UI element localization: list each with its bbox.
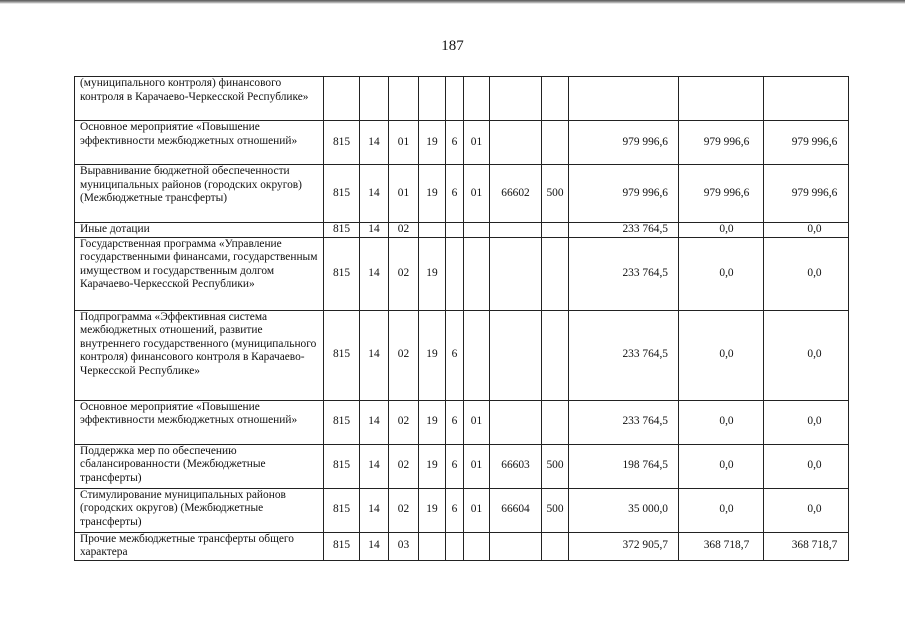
table-row xyxy=(75,237,849,310)
cell-vr xyxy=(542,121,569,165)
cell-pr: 02 xyxy=(389,400,419,444)
scan-edge xyxy=(0,0,905,4)
table-row xyxy=(75,532,849,560)
row-name: Государственная программа «Управление государственными финансами, государственным имуществом и государственным долгом Карачаево-Черкесской Республики» xyxy=(75,237,324,310)
cell-ev: 01 xyxy=(464,444,490,488)
cell-ved: 815 xyxy=(324,121,360,165)
cell-sum-1: 233 764,5 xyxy=(569,223,679,238)
cell-dir: 66604 xyxy=(490,488,542,532)
cell-sub: 6 xyxy=(446,121,464,165)
cell-ev xyxy=(464,223,490,238)
cell-dir xyxy=(490,237,542,310)
cell-pr xyxy=(389,77,419,121)
table-row xyxy=(75,223,849,238)
row-name: (муниципального контроля) финансового контроля в Карачаево-Черкесской Республике» xyxy=(75,77,324,121)
row-name: Основное мероприятие «Повышение эффективности межбюджетных отношений» xyxy=(75,400,324,444)
table-row xyxy=(75,444,849,488)
cell-rz: 14 xyxy=(360,532,389,560)
cell-sub: 6 xyxy=(446,444,464,488)
cell-ved: 815 xyxy=(324,223,360,238)
cell-sum-1: 198 764,5 xyxy=(569,444,679,488)
cell-dir xyxy=(490,77,542,121)
cell-rz: 14 xyxy=(360,223,389,238)
cell-pr: 01 xyxy=(389,121,419,165)
cell-sub: 6 xyxy=(446,400,464,444)
cell-sum-3: 0,0 xyxy=(764,488,849,532)
table-row xyxy=(75,488,849,532)
cell-sum-3: 0,0 xyxy=(764,223,849,238)
cell-sub xyxy=(446,77,464,121)
cell-sub xyxy=(446,532,464,560)
cell-ev: 01 xyxy=(464,165,490,223)
cell-vr: 500 xyxy=(542,444,569,488)
cell-sum-3: 0,0 xyxy=(764,444,849,488)
cell-ved: 815 xyxy=(324,310,360,400)
cell-sum-1: 233 764,5 xyxy=(569,237,679,310)
cell-sum-3 xyxy=(764,77,849,121)
cell-sum-3: 0,0 xyxy=(764,310,849,400)
cell-rz: 14 xyxy=(360,121,389,165)
cell-vr xyxy=(542,77,569,121)
cell-ved: 815 xyxy=(324,165,360,223)
cell-ved: 815 xyxy=(324,532,360,560)
row-name: Выравнивание бюджетной обеспеченности муниципальных районов (городских округов) (Межбюджетные трансферты) xyxy=(75,165,324,223)
row-name: Поддержка мер по обеспечению сбалансированности (Межбюджетные трансферты) xyxy=(75,444,324,488)
cell-ev xyxy=(464,310,490,400)
cell-pr: 02 xyxy=(389,488,419,532)
cell-pr: 02 xyxy=(389,310,419,400)
cell-pr: 02 xyxy=(389,237,419,310)
row-name: Иные дотации xyxy=(75,223,324,238)
cell-sub: 6 xyxy=(446,310,464,400)
cell-ved xyxy=(324,77,360,121)
cell-sub xyxy=(446,223,464,238)
cell-sum-2 xyxy=(679,77,764,121)
row-name: Основное мероприятие «Повышение эффективности межбюджетных отношений» xyxy=(75,121,324,165)
cell-vr xyxy=(542,310,569,400)
cell-pr: 03 xyxy=(389,532,419,560)
cell-sub: 6 xyxy=(446,165,464,223)
cell-prog xyxy=(419,223,446,238)
cell-prog: 19 xyxy=(419,121,446,165)
cell-ev xyxy=(464,77,490,121)
table-row xyxy=(75,310,849,400)
cell-sum-2: 0,0 xyxy=(679,488,764,532)
cell-sub xyxy=(446,237,464,310)
cell-sum-2: 0,0 xyxy=(679,223,764,238)
cell-vr: 500 xyxy=(542,165,569,223)
cell-sum-3: 979 996,6 xyxy=(764,165,849,223)
cell-sum-1: 372 905,7 xyxy=(569,532,679,560)
table-row xyxy=(75,121,849,165)
cell-rz: 14 xyxy=(360,488,389,532)
cell-ved: 815 xyxy=(324,400,360,444)
cell-rz: 14 xyxy=(360,444,389,488)
cell-ev xyxy=(464,237,490,310)
cell-ved: 815 xyxy=(324,488,360,532)
cell-ved: 815 xyxy=(324,237,360,310)
cell-sum-1: 979 996,6 xyxy=(569,165,679,223)
cell-sum-1: 233 764,5 xyxy=(569,400,679,444)
cell-prog: 19 xyxy=(419,165,446,223)
cell-dir xyxy=(490,223,542,238)
cell-sum-2: 0,0 xyxy=(679,400,764,444)
cell-ev: 01 xyxy=(464,121,490,165)
cell-sum-1 xyxy=(569,77,679,121)
budget-table xyxy=(74,76,849,561)
cell-dir xyxy=(490,121,542,165)
cell-sum-3: 368 718,7 xyxy=(764,532,849,560)
cell-vr xyxy=(542,532,569,560)
cell-dir: 66602 xyxy=(490,165,542,223)
cell-vr: 500 xyxy=(542,488,569,532)
cell-ev xyxy=(464,532,490,560)
cell-ved: 815 xyxy=(324,444,360,488)
cell-dir: 66603 xyxy=(490,444,542,488)
cell-sum-1: 979 996,6 xyxy=(569,121,679,165)
cell-sum-2: 979 996,6 xyxy=(679,121,764,165)
table-row xyxy=(75,400,849,444)
cell-vr xyxy=(542,400,569,444)
cell-sum-3: 979 996,6 xyxy=(764,121,849,165)
cell-prog xyxy=(419,77,446,121)
cell-sub: 6 xyxy=(446,488,464,532)
cell-pr: 01 xyxy=(389,165,419,223)
cell-rz: 14 xyxy=(360,237,389,310)
cell-prog: 19 xyxy=(419,310,446,400)
cell-pr: 02 xyxy=(389,223,419,238)
cell-dir xyxy=(490,310,542,400)
cell-rz: 14 xyxy=(360,310,389,400)
row-name: Подпрограмма «Эффективная система межбюджетных отношений, развитие внутреннего государственного (муниципального контроля) финансового контроля в Карачаево-Черкесской Республике» xyxy=(75,310,324,400)
cell-prog: 19 xyxy=(419,444,446,488)
cell-dir xyxy=(490,400,542,444)
cell-rz: 14 xyxy=(360,400,389,444)
cell-sum-3: 0,0 xyxy=(764,400,849,444)
row-name: Стимулирование муниципальных районов (городских округов) (Межбюджетные трансферты) xyxy=(75,488,324,532)
cell-rz xyxy=(360,77,389,121)
cell-sum-2: 368 718,7 xyxy=(679,532,764,560)
cell-vr xyxy=(542,223,569,238)
cell-pr: 02 xyxy=(389,444,419,488)
cell-prog: 19 xyxy=(419,400,446,444)
cell-sum-1: 35 000,0 xyxy=(569,488,679,532)
cell-sum-2: 0,0 xyxy=(679,444,764,488)
cell-sum-3: 0,0 xyxy=(764,237,849,310)
cell-prog: 19 xyxy=(419,488,446,532)
row-name: Прочие межбюджетные трансферты общего характера xyxy=(75,532,324,560)
cell-sum-2: 0,0 xyxy=(679,310,764,400)
cell-prog: 19 xyxy=(419,237,446,310)
cell-sum-2: 979 996,6 xyxy=(679,165,764,223)
cell-dir xyxy=(490,532,542,560)
cell-rz: 14 xyxy=(360,165,389,223)
cell-ev: 01 xyxy=(464,488,490,532)
cell-sum-1: 233 764,5 xyxy=(569,310,679,400)
cell-sum-2: 0,0 xyxy=(679,237,764,310)
cell-ev: 01 xyxy=(464,400,490,444)
table-row xyxy=(75,165,849,223)
cell-vr xyxy=(542,237,569,310)
table-row xyxy=(75,77,849,121)
cell-prog xyxy=(419,532,446,560)
page-number: 187 xyxy=(441,38,464,54)
